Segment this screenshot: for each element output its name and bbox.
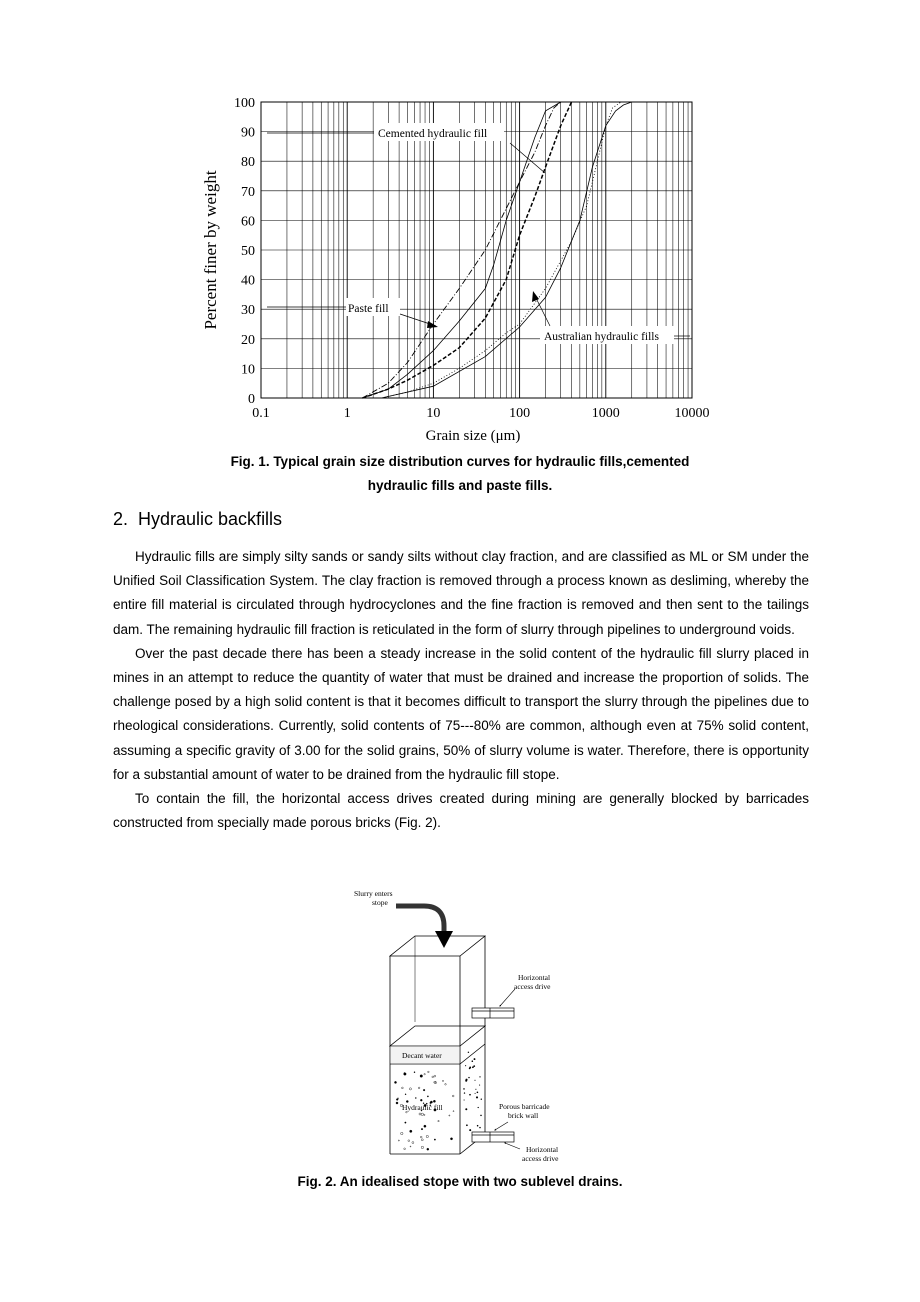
fill-particle (408, 1140, 410, 1142)
fill-particle (477, 1091, 479, 1093)
annotation-paste-fill (267, 298, 438, 328)
label-slurry-enters: Slurry enters (354, 889, 393, 898)
fill-particle (465, 1079, 467, 1081)
y-tick-label: 70 (241, 184, 255, 200)
label-drive-bottom-1: Horizontal (526, 1145, 559, 1154)
caption-line: Fig. 2. An idealised stope with two sublevel drains. (297, 1174, 623, 1189)
y-tick-label: 60 (241, 214, 255, 230)
fill-particle (479, 1127, 480, 1128)
fill-particle (427, 1096, 428, 1097)
svg-text:Cemented hydraulic fill: Cemented hydraulic fill (378, 128, 488, 140)
fill-particle (469, 1094, 471, 1096)
x-axis-label: Grain size (μm) (425, 428, 521, 444)
fill-particle (473, 1065, 475, 1067)
y-tick-label: 30 (241, 303, 255, 319)
fill-particle (426, 1135, 428, 1137)
caption-line: Fig. 1. Typical grain size distribution curves for hydraulic fills,cemented (230, 454, 690, 469)
fill-particle (452, 1095, 454, 1097)
label-hydraulic-fill: Hydraulic fill (402, 1103, 443, 1112)
annotation-cemented-hydraulic-fill (267, 123, 545, 173)
stope-diagram (340, 886, 580, 1166)
x-tick-labels (252, 406, 709, 421)
hydraulic-fill-particles (394, 1052, 482, 1151)
label-stope: stope (372, 898, 388, 907)
fill-particle (404, 1148, 406, 1150)
y-tick-label: 50 (241, 244, 255, 259)
fill-particle (434, 1139, 435, 1140)
fill-particle (409, 1088, 411, 1090)
leader-drive-bottom (505, 1143, 520, 1149)
y-tick-label: 20 (241, 332, 255, 348)
fill-particle (475, 1093, 476, 1094)
fill-particle (469, 1129, 471, 1131)
fill-particle (420, 1099, 422, 1101)
fill-particle (442, 1080, 443, 1081)
stope-box (390, 936, 485, 1154)
fill-particle (432, 1076, 434, 1078)
label-barricade-1: Porous barricade (499, 1102, 550, 1111)
fill-particle (472, 1066, 474, 1068)
fill-particle (414, 1072, 415, 1073)
fill-particle (445, 1084, 447, 1086)
fill-particle (434, 1075, 436, 1077)
fill-particle (420, 1136, 422, 1138)
fill-particle (477, 1125, 479, 1127)
fill-particle (418, 1087, 420, 1089)
leader-drive-top (500, 989, 515, 1006)
fill-particle (424, 1114, 425, 1115)
figure-1-caption (0, 450, 920, 498)
x-tick-label: 10 (426, 406, 441, 421)
fill-particle (405, 1122, 406, 1123)
fill-particle (479, 1076, 480, 1077)
svg-text:Australian hydraulic fills: Australian hydraulic fills (544, 331, 659, 343)
section-heading (113, 509, 292, 530)
x-tick-label: 0.1 (252, 406, 270, 421)
section-number: 2. (113, 509, 129, 529)
fill-particle (479, 1085, 480, 1086)
x-tick-label: 1 (343, 406, 351, 421)
caption-line: hydraulic fills and paste fills. (367, 478, 553, 493)
label-drive-bottom-2: access drive (522, 1154, 559, 1163)
y-tick-label: 100 (234, 96, 255, 111)
fill-particle (468, 1077, 469, 1078)
fill-particle (464, 1099, 465, 1100)
fill-particle (401, 1132, 403, 1134)
fill-particle (428, 1071, 430, 1073)
fill-particle (466, 1124, 468, 1126)
y-tick-label: 10 (241, 362, 255, 378)
label-drive-top-2: access drive (514, 982, 551, 991)
fill-particle (421, 1113, 423, 1115)
fill-particle (478, 1107, 479, 1108)
fill-particle (464, 1092, 465, 1093)
y-tick-label: 40 (241, 273, 255, 289)
horizontal-access-drive-top (472, 1008, 514, 1018)
label-drive-top-1: Horizontal (518, 973, 551, 982)
fill-particle (463, 1088, 465, 1090)
fill-particle (465, 1108, 467, 1110)
fill-particle (421, 1139, 423, 1141)
fill-particle (450, 1138, 452, 1140)
chart-grid (261, 102, 692, 398)
fill-particle (480, 1115, 482, 1117)
y-axis-label: Percent finer by weight (201, 170, 220, 330)
fill-particle (481, 1099, 482, 1100)
fill-particle (475, 1089, 476, 1090)
fill-particle (468, 1052, 469, 1053)
fill-particle (453, 1111, 454, 1112)
horizontal-access-drive-bottom (472, 1132, 514, 1142)
label-decant-water: Decant water (402, 1051, 442, 1060)
fill-particle (474, 1058, 476, 1060)
fill-particle (412, 1142, 414, 1144)
paragraph: Over the past decade there has been a steady increase in the solid content of the hydraulic fill slurry placed in mines in an attempt to reduce the quantity of water that must be drained and increase the proportion of solids. The challenge posed by a high solid content is that it becomes difficult to transport the slurry through the pipelines due to rheological considerations. Currently, solid contents of 75---80% are common, although even at 75% solid content, assuming a specific gravity of 3.00 for the solid grains, 50% of slurry volume is water. Therefore, there is opportunity for a substantial amount of water to be drained from the hydraulic fill stope. (113, 645, 809, 782)
section-title: Hydraulic backfills (138, 509, 283, 529)
fill-particle (396, 1102, 398, 1104)
y-tick-label: 80 (241, 155, 255, 171)
svg-text:Paste fill: Paste fill (348, 303, 389, 315)
fill-particle (410, 1146, 411, 1147)
fill-particle (427, 1148, 429, 1150)
body-text (113, 545, 809, 835)
grain-size-chart (190, 88, 730, 448)
fill-particle (410, 1130, 412, 1132)
fill-particle (405, 1094, 406, 1095)
figure-2-caption (0, 1170, 920, 1194)
fill-particle (438, 1120, 439, 1121)
x-tick-label: 1000 (591, 406, 620, 421)
y-tick-label: 0 (248, 392, 255, 407)
fill-particle (402, 1087, 404, 1089)
fill-particle (474, 1080, 475, 1081)
fill-particle (423, 1089, 425, 1091)
fill-particle (424, 1125, 426, 1127)
fill-particle (420, 1075, 423, 1078)
fill-particle (424, 1073, 425, 1074)
y-tick-labels (234, 96, 255, 407)
x-tick-label: 100 (509, 406, 531, 421)
fill-particle (421, 1128, 423, 1130)
fill-particle (472, 1060, 474, 1062)
fill-particle (415, 1097, 416, 1098)
fill-particle (396, 1099, 398, 1101)
y-tick-label: 90 (241, 125, 255, 141)
x-tick-label: 10000 (674, 406, 710, 421)
fill-particle (398, 1140, 399, 1141)
paragraph: Hydraulic fills are simply silty sands or sandy silts without clay fraction, and are classified as ML or SM under the Unified Soil Classification System. The clay fraction is removed through a process known as desliming, whereby the entire fill material is circulated through hydrocyclones and the fine fraction is removed and then sent to the tailings dam. The remaining hydraulic fill fraction is reticulated in the form of slurry through pipelines to underground voids. (113, 549, 809, 637)
paragraph: To contain the fill, the horizontal access drives created during mining are generally blocked by barricades constructed from specially made porous bricks (Fig. 2). (113, 791, 809, 831)
fill-particle (476, 1096, 478, 1098)
fill-particle (421, 1146, 423, 1148)
fill-particle (469, 1068, 471, 1070)
fill-particle (465, 1065, 466, 1066)
fill-particle (419, 1113, 421, 1115)
fill-particle (394, 1081, 396, 1083)
label-barricade-2: brick wall (508, 1111, 539, 1120)
leader-barricade (495, 1122, 508, 1130)
slurry-arrow-icon (396, 906, 453, 948)
fill-particle (449, 1115, 450, 1116)
